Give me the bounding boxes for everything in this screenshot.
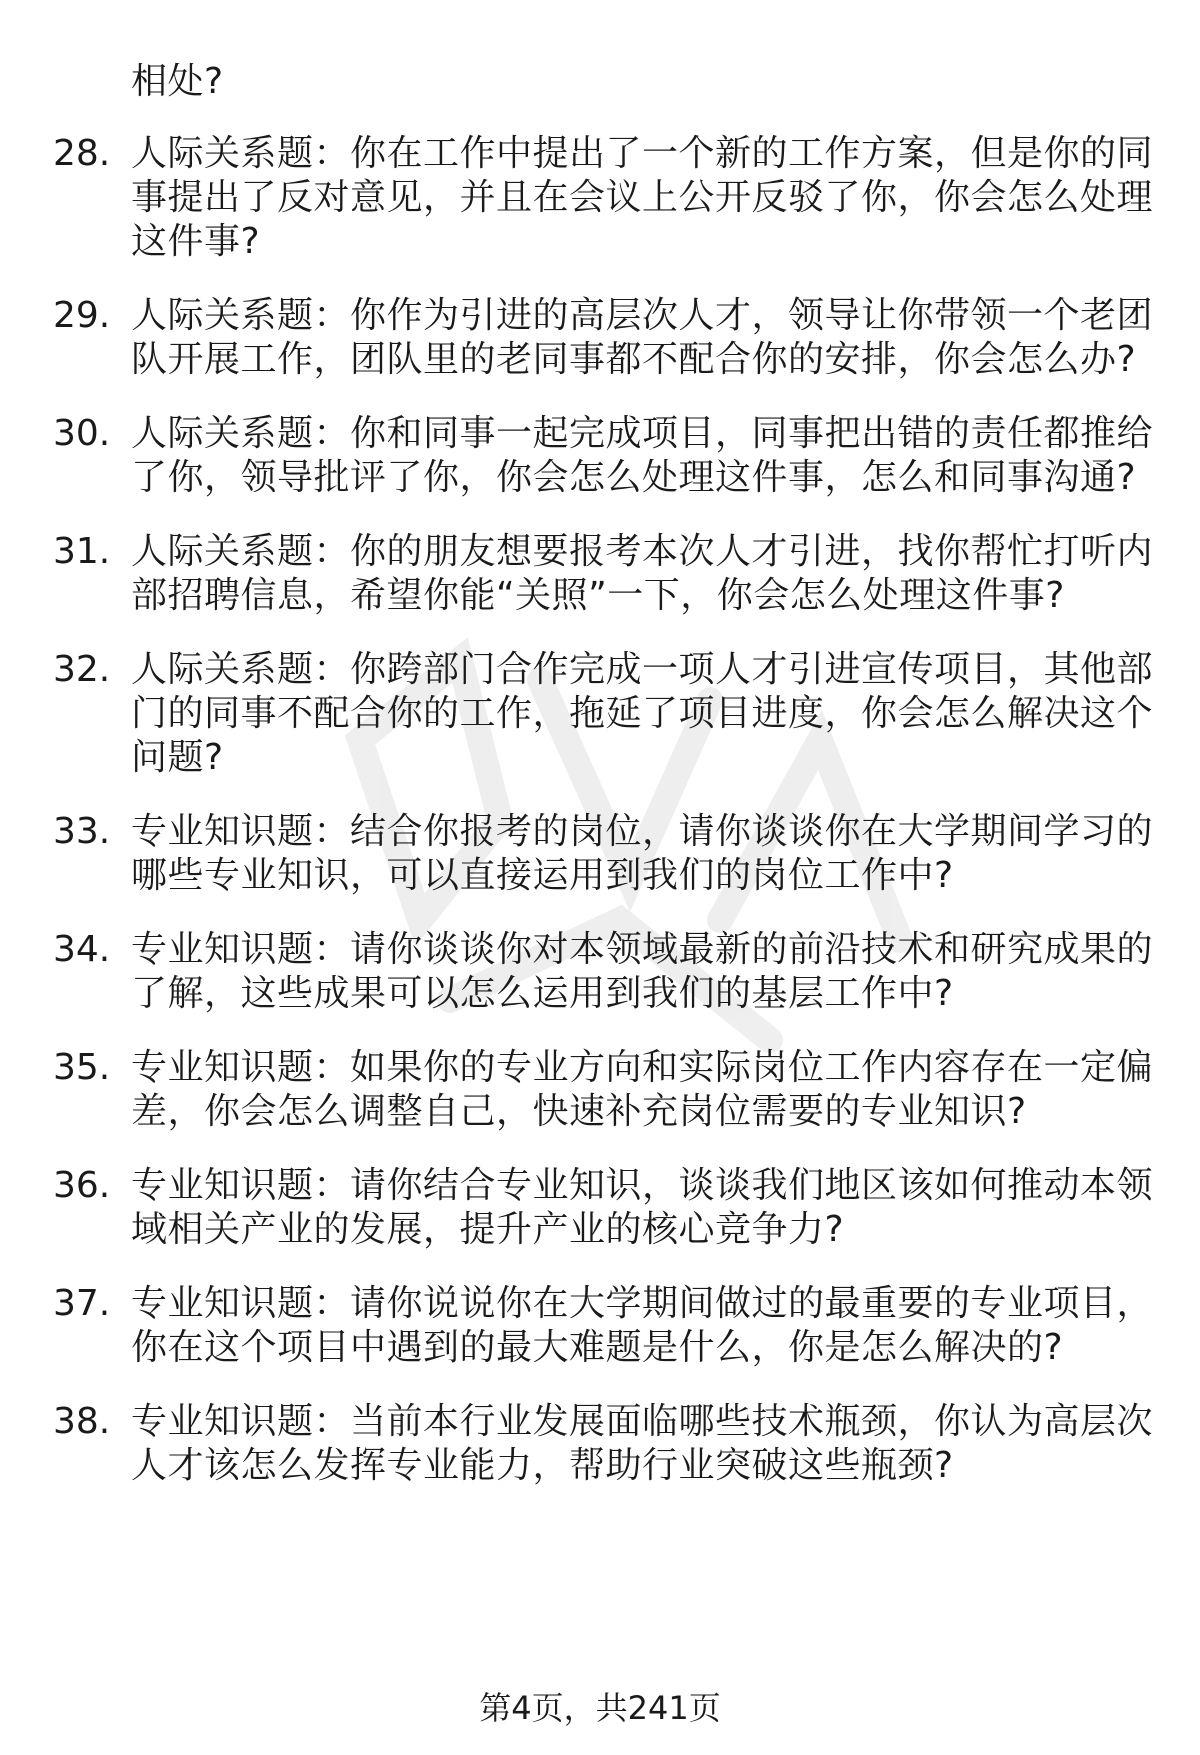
question-text-line: 这件事?: [131, 221, 261, 262]
question-number: 32.: [53, 649, 111, 690]
question-text-line: 人际关系题：你在工作中提出了一个新的工作方案，但是你的同: [131, 133, 1154, 174]
question-number: 38.: [53, 1401, 111, 1442]
question-text-line: 人才该怎么发挥专业能力，帮助行业突破这些瓶颈?: [131, 1445, 954, 1486]
question-number: 31.: [53, 531, 111, 572]
question-text-line: 门的同事不配合你的工作，拖延了项目进度，你会怎么解决这个: [131, 693, 1154, 734]
question-text-line: 事提出了反对意见，并且在会议上公开反驳了你，你会怎么处理: [131, 177, 1154, 218]
question-number: 35.: [53, 1047, 111, 1088]
question-text-line: 人际关系题：你跨部门合作完成一项人才引进宣传项目，其他部: [131, 649, 1154, 690]
continued-question-tail: 相处?: [131, 61, 224, 102]
question-text-line: 队开展工作，团队里的老同事都不配合你的安排，你会怎么办?: [131, 339, 1137, 380]
question-number: 36.: [53, 1165, 111, 1206]
question-number: 37.: [53, 1283, 111, 1324]
question-number: 34.: [53, 929, 111, 970]
question-text-line: 部招聘信息，希望你能“关照”一下，你会怎么处理这件事?: [131, 575, 1065, 616]
question-number: 30.: [53, 413, 111, 454]
question-text-line: 人际关系题：你和同事一起完成项目，同事把出错的责任都推给: [131, 413, 1154, 454]
page-number-footer: 第4页，共241页: [479, 1689, 721, 1727]
question-text-line: 了你，领导批评了你，你会怎么处理这件事，怎么和同事沟通?: [131, 457, 1137, 498]
question-text-line: 域相关产业的发展，提升产业的核心竞争力?: [131, 1209, 845, 1250]
question-text-line: 人际关系题：你作为引进的高层次人才，领导让你带领一个老团: [131, 295, 1154, 336]
question-text-line: 人际关系题：你的朋友想要报考本次人才引进，找你帮忙打听内: [131, 531, 1154, 572]
question-text-line: 你在这个项目中遇到的最大难题是什么，你是怎么解决的?: [131, 1327, 1064, 1368]
question-text-line: 了解，这些成果可以怎么运用到我们的基层工作中?: [131, 973, 954, 1014]
question-text-line: 专业知识题：请你谈谈你对本领域最新的前沿技术和研究成果的: [131, 929, 1154, 970]
question-number: 28.: [53, 133, 111, 174]
question-text-line: 专业知识题：如果你的专业方向和实际岗位工作内容存在一定偏: [131, 1047, 1154, 1088]
question-text-line: 专业知识题：结合你报考的岗位，请你谈谈你在大学期间学习的: [131, 811, 1154, 852]
question-text-line: 问题?: [131, 737, 224, 778]
question-number: 33.: [53, 811, 111, 852]
question-number: 29.: [53, 295, 111, 336]
question-text-line: 专业知识题：请你结合专业知识，谈谈我们地区该如何推动本领: [131, 1165, 1154, 1206]
question-text-line: 差，你会怎么调整自己，快速补充岗位需要的专业知识?: [131, 1091, 1027, 1132]
question-text-line: 专业知识题：请你说说你在大学期间做过的最重要的专业项目，: [131, 1283, 1154, 1324]
question-text-line: 哪些专业知识，可以直接运用到我们的岗位工作中?: [131, 855, 954, 896]
question-text-line: 专业知识题：当前本行业发展面临哪些技术瓶颈，你认为高层次: [131, 1401, 1154, 1442]
